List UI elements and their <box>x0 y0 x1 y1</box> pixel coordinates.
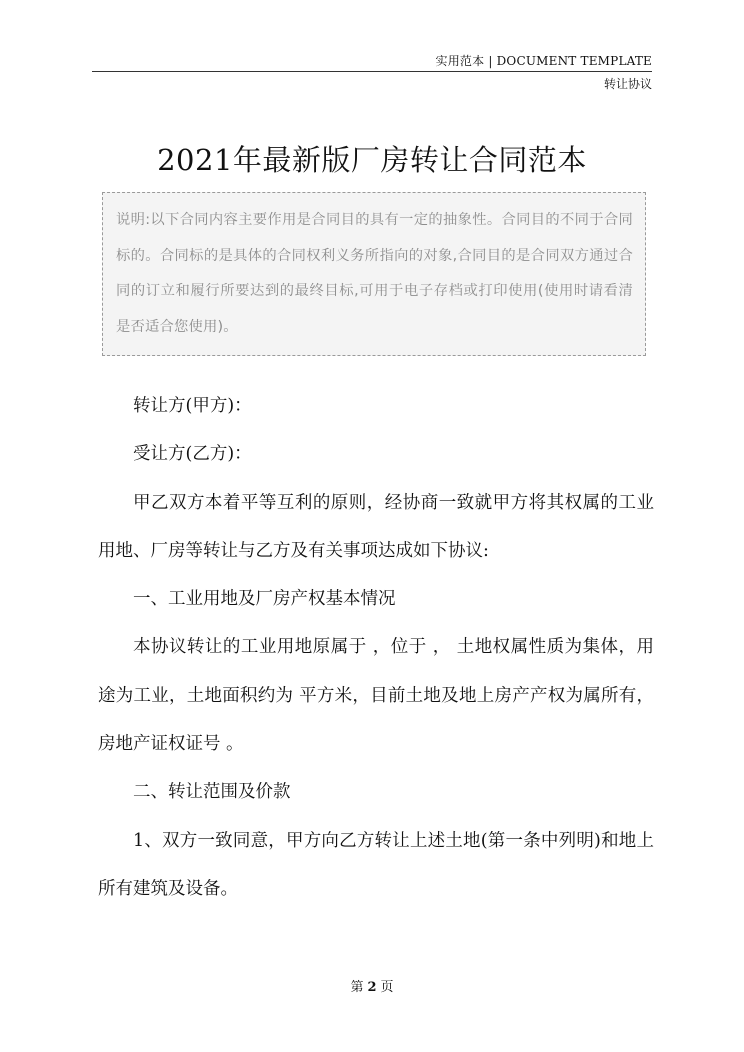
party-b-line: 受让方(乙方)： <box>133 444 252 465</box>
document-body <box>98 382 654 913</box>
section-heading-2: 二、转让范围及价款 <box>133 782 291 803</box>
note-text: 说明:以下合同内容主要作用是合同目的具有一定的抽象性。合同目的不同于合同标的。合同标的是具体的合同权利义务所指向的对象,合同目的是合同双方通过合同的订立和履行所要达到的最终目标,可用于电子存档或打印使用(使用时请看清是否适合您使用)。 <box>116 212 633 335</box>
page-prefix: 第 <box>350 980 364 995</box>
note-box <box>102 192 646 356</box>
section-1-paragraph: 本协议转让的工业用地原属于 ，位于 ， 土地权属性质为集体，用途为工业，土地面积约为 平方米，目前土地及地上房产产权为属所有，房地产证权证号 。 <box>98 637 654 755</box>
document-title: 2021年最新版厂房转让合同范本 <box>157 143 587 177</box>
header-divider <box>92 71 652 72</box>
page-number: 2 <box>367 980 377 995</box>
party-a-line: 转让方(甲方)： <box>133 396 252 416</box>
header-document-label: 实用范本 | DOCUMENT TEMPLATE <box>435 54 652 68</box>
page-footer <box>0 976 744 995</box>
header-category-label: 转让协议 <box>603 77 652 91</box>
intro-paragraph: 甲乙双方本着平等互利的原则，经协商一致就甲方将其权属的工业用地、厂房等转让与乙方及有关事项达成如下协议: <box>98 492 654 561</box>
section-2-clause-1: 1、双方一致同意，甲方向乙方转让上述土地(第一条中列明)和地上所有建筑及设备。 <box>98 830 654 899</box>
page-suffix: 页 <box>380 980 394 995</box>
section-heading-1: 一、工业用地及厂房产权基本情况 <box>133 589 396 610</box>
